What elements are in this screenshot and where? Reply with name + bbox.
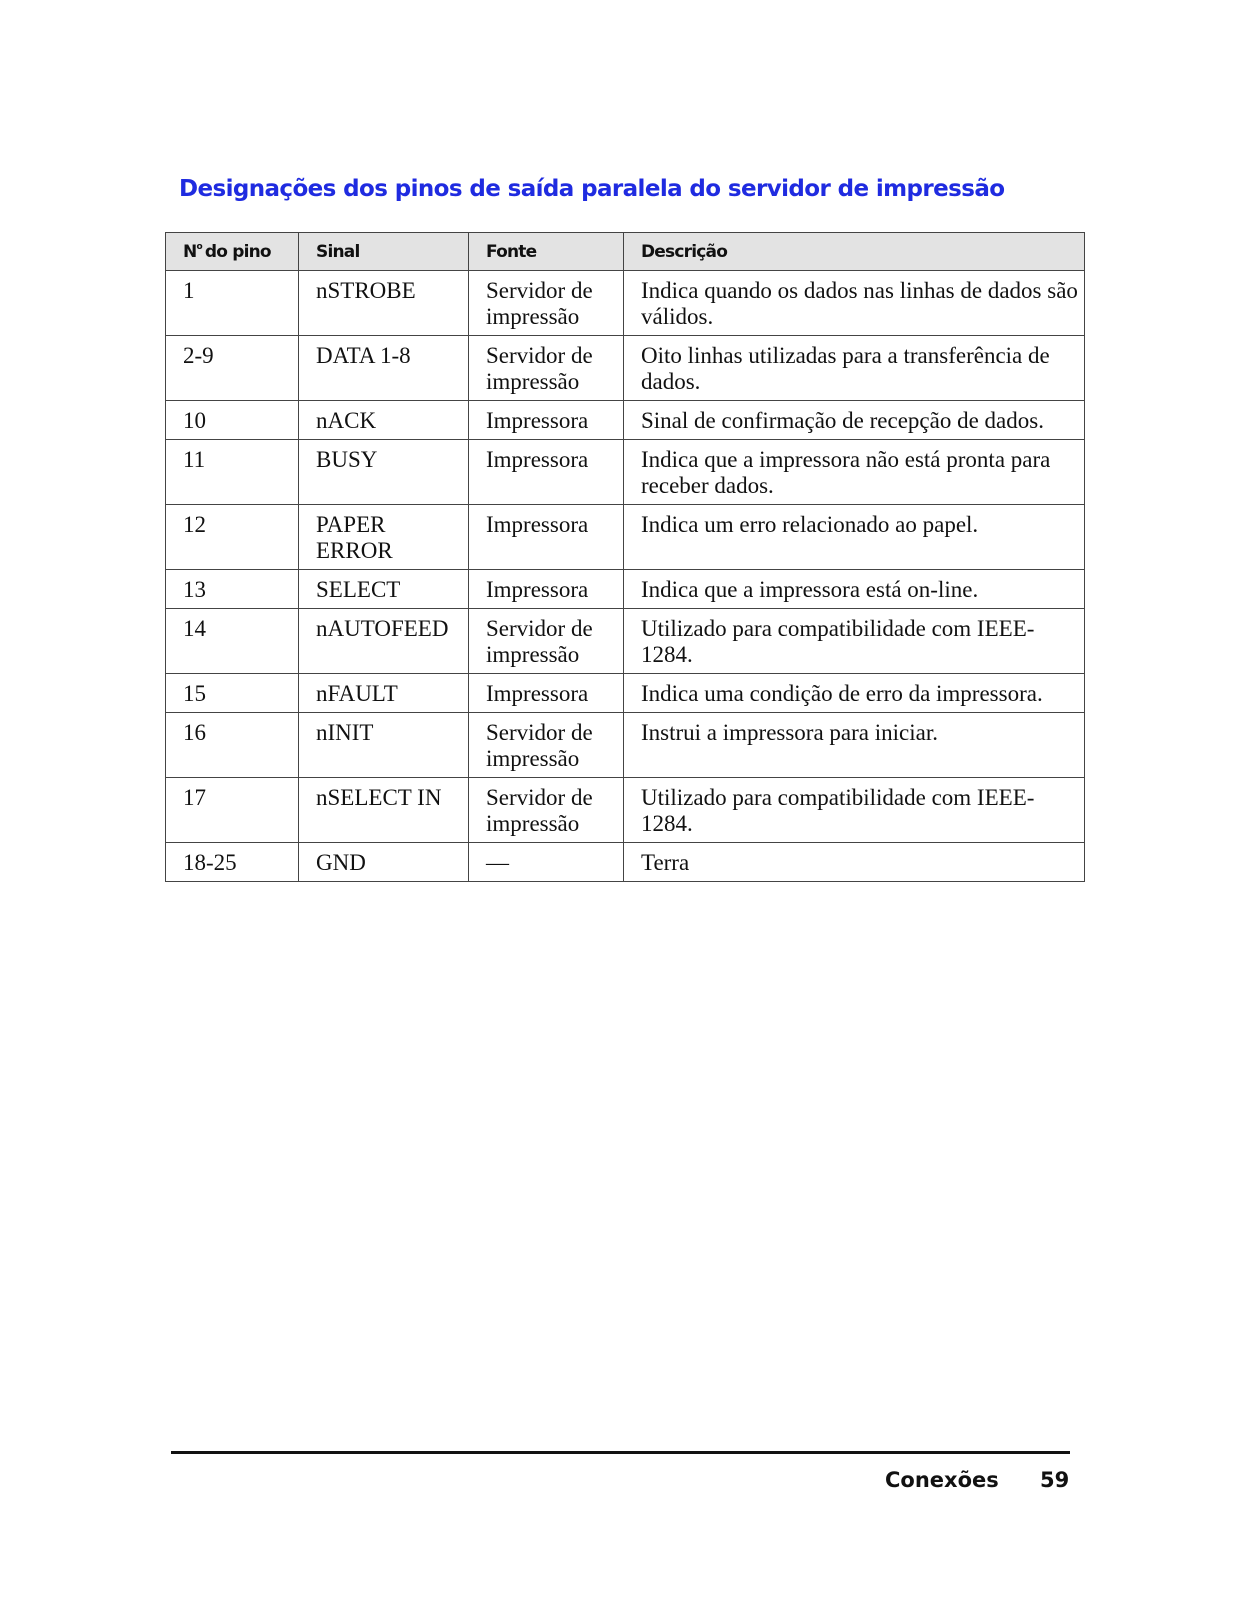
cell-pin: 18-25 bbox=[166, 843, 299, 882]
table-row bbox=[166, 609, 1085, 674]
cell-description: Utilizado para compatibilidade com IEEE-1284. bbox=[624, 609, 1085, 674]
table-row bbox=[166, 336, 1085, 401]
cell-source: Impressora bbox=[469, 401, 624, 440]
cell-signal: nSTROBE bbox=[299, 271, 469, 336]
cell-signal: PAPER ERROR bbox=[299, 505, 469, 570]
pin-assignment-table bbox=[165, 232, 1085, 882]
cell-signal: DATA 1-8 bbox=[299, 336, 469, 401]
cell-signal: nINIT bbox=[299, 713, 469, 778]
cell-source: Impressora bbox=[469, 674, 624, 713]
cell-description: Oito linhas utilizadas para a transferência de dados. bbox=[624, 336, 1085, 401]
header-pin-prefix: N bbox=[183, 241, 197, 262]
section-title: Designações dos pinos de saída paralela do servidor de impressão bbox=[179, 176, 1005, 202]
table-row bbox=[166, 843, 1085, 882]
cell-signal: nAUTOFEED bbox=[299, 609, 469, 674]
cell-pin: 1 bbox=[166, 271, 299, 336]
cell-signal: nSELECT IN bbox=[299, 778, 469, 843]
footer-section-name: Conexões bbox=[885, 1468, 999, 1492]
page-number: 59 bbox=[1040, 1468, 1070, 1492]
cell-description: Terra bbox=[624, 843, 1085, 882]
cell-description: Indica uma condição de erro da impressora. bbox=[624, 674, 1085, 713]
cell-pin: 17 bbox=[166, 778, 299, 843]
table-row bbox=[166, 505, 1085, 570]
cell-source: Servidor de impressão bbox=[469, 336, 624, 401]
table-row bbox=[166, 570, 1085, 609]
header-source: Fonte bbox=[469, 233, 624, 271]
cell-pin: 16 bbox=[166, 713, 299, 778]
table-row bbox=[166, 271, 1085, 336]
cell-pin: 2-9 bbox=[166, 336, 299, 401]
cell-source: Servidor de impressão bbox=[469, 271, 624, 336]
table-header-row bbox=[166, 233, 1085, 271]
cell-description: Indica um erro relacionado ao papel. bbox=[624, 505, 1085, 570]
cell-description: Sinal de confirmação de recepção de dados. bbox=[624, 401, 1085, 440]
header-pin-superscript: o bbox=[196, 241, 202, 252]
header-signal: Sinal bbox=[299, 233, 469, 271]
cell-pin: 15 bbox=[166, 674, 299, 713]
table-row bbox=[166, 713, 1085, 778]
header-description: Descrição bbox=[624, 233, 1085, 271]
header-pin-number bbox=[166, 233, 299, 271]
table-row bbox=[166, 674, 1085, 713]
cell-pin: 14 bbox=[166, 609, 299, 674]
cell-pin: 11 bbox=[166, 440, 299, 505]
cell-signal: GND bbox=[299, 843, 469, 882]
cell-source: Impressora bbox=[469, 440, 624, 505]
cell-source: Servidor de impressão bbox=[469, 713, 624, 778]
table-row bbox=[166, 401, 1085, 440]
cell-source: Impressora bbox=[469, 570, 624, 609]
cell-signal: BUSY bbox=[299, 440, 469, 505]
cell-signal: nACK bbox=[299, 401, 469, 440]
cell-signal: nFAULT bbox=[299, 674, 469, 713]
cell-description: Indica que a impressora não está pronta para receber dados. bbox=[624, 440, 1085, 505]
footer-divider bbox=[171, 1451, 1070, 1454]
cell-source: — bbox=[469, 843, 624, 882]
header-pin-suffix: do pino bbox=[204, 241, 271, 262]
cell-source: Servidor de impressão bbox=[469, 609, 624, 674]
cell-description: Indica que a impressora está on-line. bbox=[624, 570, 1085, 609]
table-row bbox=[166, 778, 1085, 843]
cell-source: Servidor de impressão bbox=[469, 778, 624, 843]
table-row bbox=[166, 440, 1085, 505]
cell-description: Instrui a impressora para iniciar. bbox=[624, 713, 1085, 778]
cell-pin: 10 bbox=[166, 401, 299, 440]
cell-signal: SELECT bbox=[299, 570, 469, 609]
cell-pin: 12 bbox=[166, 505, 299, 570]
cell-pin: 13 bbox=[166, 570, 299, 609]
cell-source: Impressora bbox=[469, 505, 624, 570]
cell-description: Indica quando os dados nas linhas de dados são válidos. bbox=[624, 271, 1085, 336]
cell-description: Utilizado para compatibilidade com IEEE-1284. bbox=[624, 778, 1085, 843]
